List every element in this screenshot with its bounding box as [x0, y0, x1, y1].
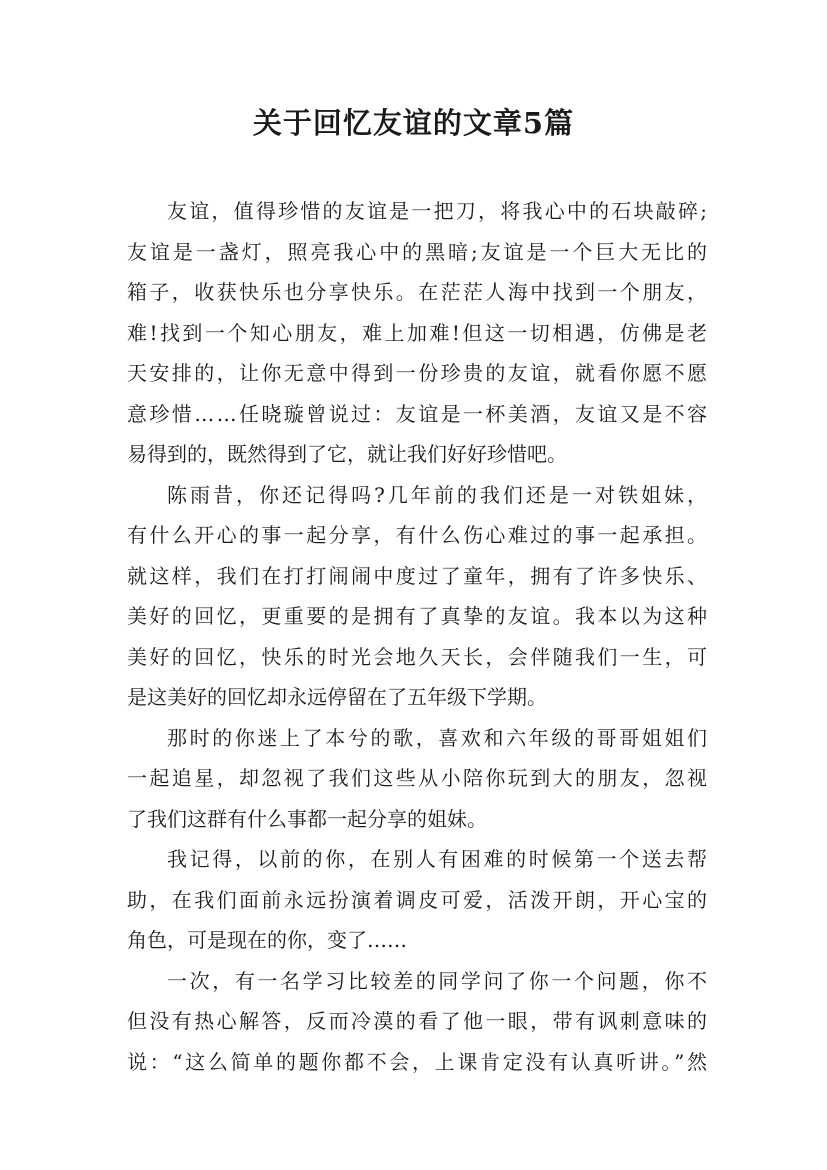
text-line: 意珍惜……任晓璇曾说过：友谊是一杯美酒，友谊又是不容	[127, 401, 710, 426]
text-line: 箱子，收获快乐也分享快乐。在茫茫人海中找到一个朋友，	[127, 280, 710, 304]
text-line: 说：“这么简单的题你都不会，上课肯定没有认真听讲。”然	[127, 1049, 710, 1074]
text-line: 助，在我们面前永远扮演着调皮可爱，活泼开朗，开心宝的	[127, 887, 710, 912]
text-line: 天安排的，让你无意中得到一份珍贵的友谊，就看你愿不愿	[127, 361, 710, 385]
text-line: 我记得，以前的你，在别人有困难的时候第一个送去帮	[167, 847, 710, 871]
text-line: 了我们这群有什么事都一起分享的姐妹。	[127, 806, 487, 831]
text-line: 一次，有一名学习比较差的同学问了你一个问题，你不	[167, 968, 710, 993]
text-line: 美好的回忆，更重要的是拥有了真挚的友谊。我本以为这种	[127, 604, 710, 628]
text-line: 友谊，值得珍惜的友谊是一把刀，将我心中的石块敲碎;	[167, 199, 710, 223]
text-line: 美好的回忆，快乐的时光会地久天长，会伴随我们一生，可	[127, 644, 710, 669]
text-line: 难!找到一个知心朋友，难上加难!但这一切相遇，仿佛是老	[127, 320, 710, 345]
text-line: 友谊是一盏灯，照亮我心中的黑暗;友谊是一个巨大无比的	[127, 239, 710, 264]
document-body	[127, 191, 710, 1082]
text-line: 是这美好的回忆却永远停留在了五年级下学期。	[127, 685, 547, 709]
text-line: 角色，可是现在的你，变了……	[127, 928, 407, 952]
text-line: 就这样，我们在打打闹闹中度过了童年，拥有了许多快乐、	[127, 563, 710, 588]
text-line: 有什么开心的事一起分享，有什么伤心难过的事一起承担。	[127, 523, 710, 547]
document-title: 关于回忆友谊的文章5篇	[252, 106, 575, 140]
text-line: 陈雨昔，你还记得吗?几年前的我们还是一对铁姐妹，	[167, 482, 710, 507]
text-line: 那时的你迷上了本兮的歌，喜欢和六年级的哥哥姐姐们	[167, 725, 710, 750]
text-line: 一起追星，却忽视了我们这些从小陪你玩到大的朋友，忽视	[127, 766, 710, 790]
text-line: 易得到的，既然得到了它，就让我们好好珍惜吧。	[127, 442, 567, 466]
text-line: 但没有热心解答，反而冷漠的看了他一眼，带有讽刺意味的	[127, 1009, 710, 1033]
